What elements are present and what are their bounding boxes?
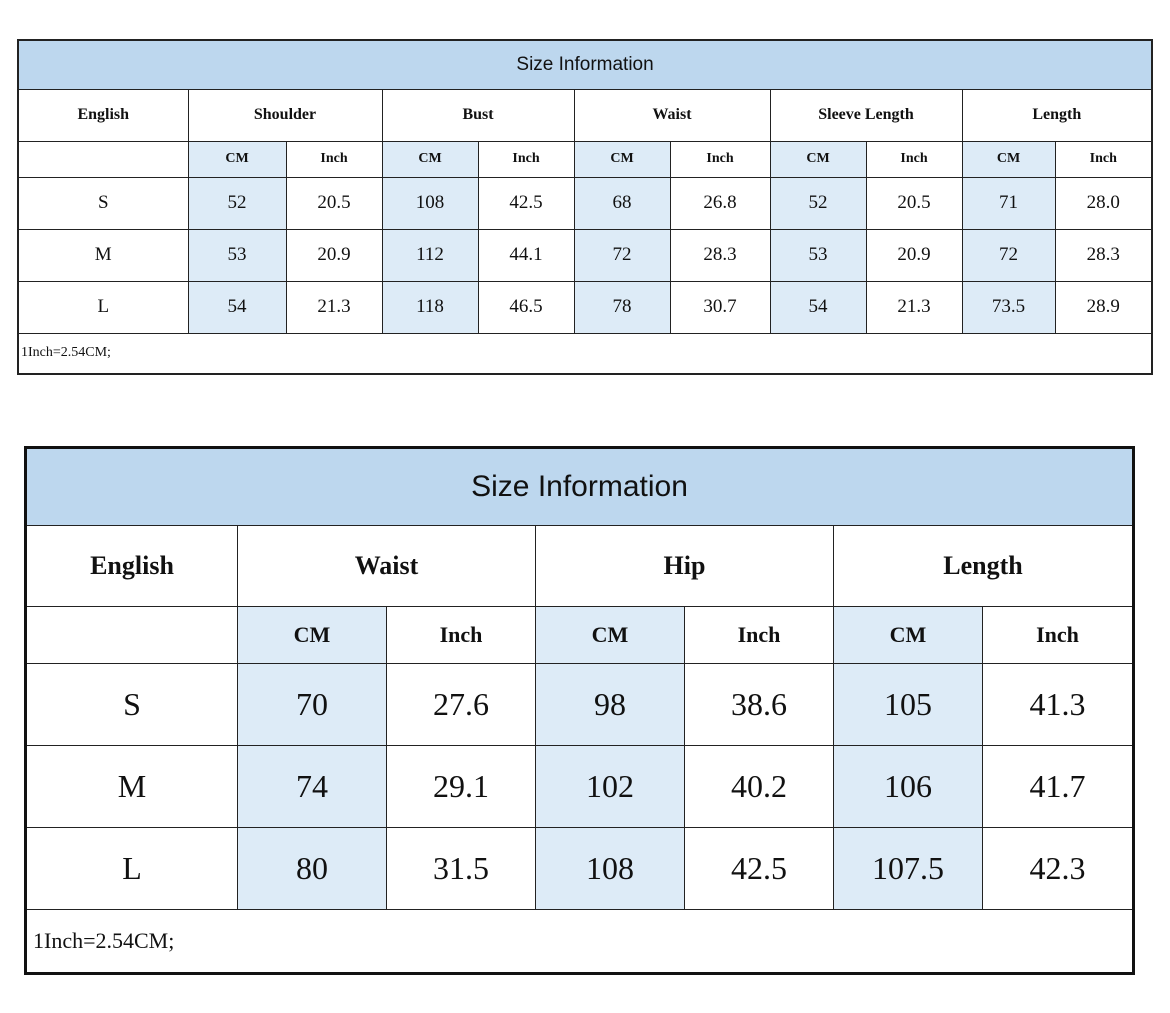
unit-header-cm: CM xyxy=(574,141,670,177)
unit-header-cm: CM xyxy=(536,607,685,664)
table-row xyxy=(26,746,1134,828)
size-label: S xyxy=(26,664,238,746)
value-cell: 73.5 xyxy=(962,281,1055,333)
value-cell: 41.7 xyxy=(983,746,1134,828)
value-cell: 68 xyxy=(574,177,670,229)
value-cell: 106 xyxy=(834,746,983,828)
value-cell: 28.3 xyxy=(670,229,770,281)
value-cell: 30.7 xyxy=(670,281,770,333)
size-column-header: English xyxy=(26,526,238,607)
value-cell: 52 xyxy=(770,177,866,229)
unit-header-cm: CM xyxy=(188,141,286,177)
value-cell: 98 xyxy=(536,664,685,746)
size-table-tops xyxy=(17,39,1153,375)
unit-header-inch: Inch xyxy=(866,141,962,177)
value-cell: 108 xyxy=(536,828,685,910)
value-cell: 107.5 xyxy=(834,828,983,910)
unit-header-inch: Inch xyxy=(685,607,834,664)
value-cell: 46.5 xyxy=(478,281,574,333)
unit-header-cm: CM xyxy=(382,141,478,177)
table-row xyxy=(18,281,1152,333)
value-cell: 80 xyxy=(238,828,387,910)
value-cell: 42.5 xyxy=(685,828,834,910)
unit-header-inch: Inch xyxy=(983,607,1134,664)
value-cell: 21.3 xyxy=(286,281,382,333)
table-row xyxy=(18,177,1152,229)
value-cell: 28.9 xyxy=(1055,281,1152,333)
unit-header-inch: Inch xyxy=(1055,141,1152,177)
size-label: M xyxy=(18,229,188,281)
measure-header-waist: Waist xyxy=(238,526,536,607)
size-label: L xyxy=(26,828,238,910)
unit-header-cm: CM xyxy=(770,141,866,177)
value-cell: 27.6 xyxy=(387,664,536,746)
unit-header-cm: CM xyxy=(834,607,983,664)
value-cell: 20.5 xyxy=(866,177,962,229)
table-row xyxy=(26,664,1134,746)
value-cell: 41.3 xyxy=(983,664,1134,746)
value-cell: 42.5 xyxy=(478,177,574,229)
measure-header-bust: Bust xyxy=(382,89,574,141)
value-cell: 71 xyxy=(962,177,1055,229)
value-cell: 54 xyxy=(770,281,866,333)
measure-header-shoulder: Shoulder xyxy=(188,89,382,141)
value-cell: 38.6 xyxy=(685,664,834,746)
measure-header-sleeve-length: Sleeve Length xyxy=(770,89,962,141)
size-label: S xyxy=(18,177,188,229)
value-cell: 29.1 xyxy=(387,746,536,828)
unit-header-blank xyxy=(18,141,188,177)
value-cell: 40.2 xyxy=(685,746,834,828)
value-cell: 118 xyxy=(382,281,478,333)
value-cell: 44.1 xyxy=(478,229,574,281)
measure-header-waist: Waist xyxy=(574,89,770,141)
unit-header-cm: CM xyxy=(962,141,1055,177)
unit-header-inch: Inch xyxy=(387,607,536,664)
measure-header-hip: Hip xyxy=(536,526,834,607)
value-cell: 54 xyxy=(188,281,286,333)
value-cell: 112 xyxy=(382,229,478,281)
value-cell: 74 xyxy=(238,746,387,828)
table-title: Size Information xyxy=(18,40,1152,89)
unit-header-inch: Inch xyxy=(286,141,382,177)
value-cell: 20.9 xyxy=(866,229,962,281)
value-cell: 52 xyxy=(188,177,286,229)
value-cell: 26.8 xyxy=(670,177,770,229)
value-cell: 20.5 xyxy=(286,177,382,229)
table-row xyxy=(26,828,1134,910)
unit-header-blank xyxy=(26,607,238,664)
size-column-header: English xyxy=(18,89,188,141)
unit-header-cm: CM xyxy=(238,607,387,664)
value-cell: 102 xyxy=(536,746,685,828)
value-cell: 70 xyxy=(238,664,387,746)
conversion-note: 1Inch=2.54CM; xyxy=(18,333,1152,374)
value-cell: 28.3 xyxy=(1055,229,1152,281)
value-cell: 42.3 xyxy=(983,828,1134,910)
table-row xyxy=(18,229,1152,281)
value-cell: 105 xyxy=(834,664,983,746)
measure-header-length: Length xyxy=(834,526,1134,607)
measure-header-length: Length xyxy=(962,89,1152,141)
value-cell: 53 xyxy=(188,229,286,281)
size-label: M xyxy=(26,746,238,828)
table-title: Size Information xyxy=(26,448,1134,526)
value-cell: 53 xyxy=(770,229,866,281)
conversion-note: 1Inch=2.54CM; xyxy=(26,910,1134,974)
value-cell: 72 xyxy=(574,229,670,281)
value-cell: 28.0 xyxy=(1055,177,1152,229)
size-label: L xyxy=(18,281,188,333)
unit-header-inch: Inch xyxy=(670,141,770,177)
value-cell: 21.3 xyxy=(866,281,962,333)
value-cell: 31.5 xyxy=(387,828,536,910)
value-cell: 108 xyxy=(382,177,478,229)
value-cell: 20.9 xyxy=(286,229,382,281)
size-table-bottoms xyxy=(24,446,1135,975)
unit-header-inch: Inch xyxy=(478,141,574,177)
value-cell: 72 xyxy=(962,229,1055,281)
value-cell: 78 xyxy=(574,281,670,333)
